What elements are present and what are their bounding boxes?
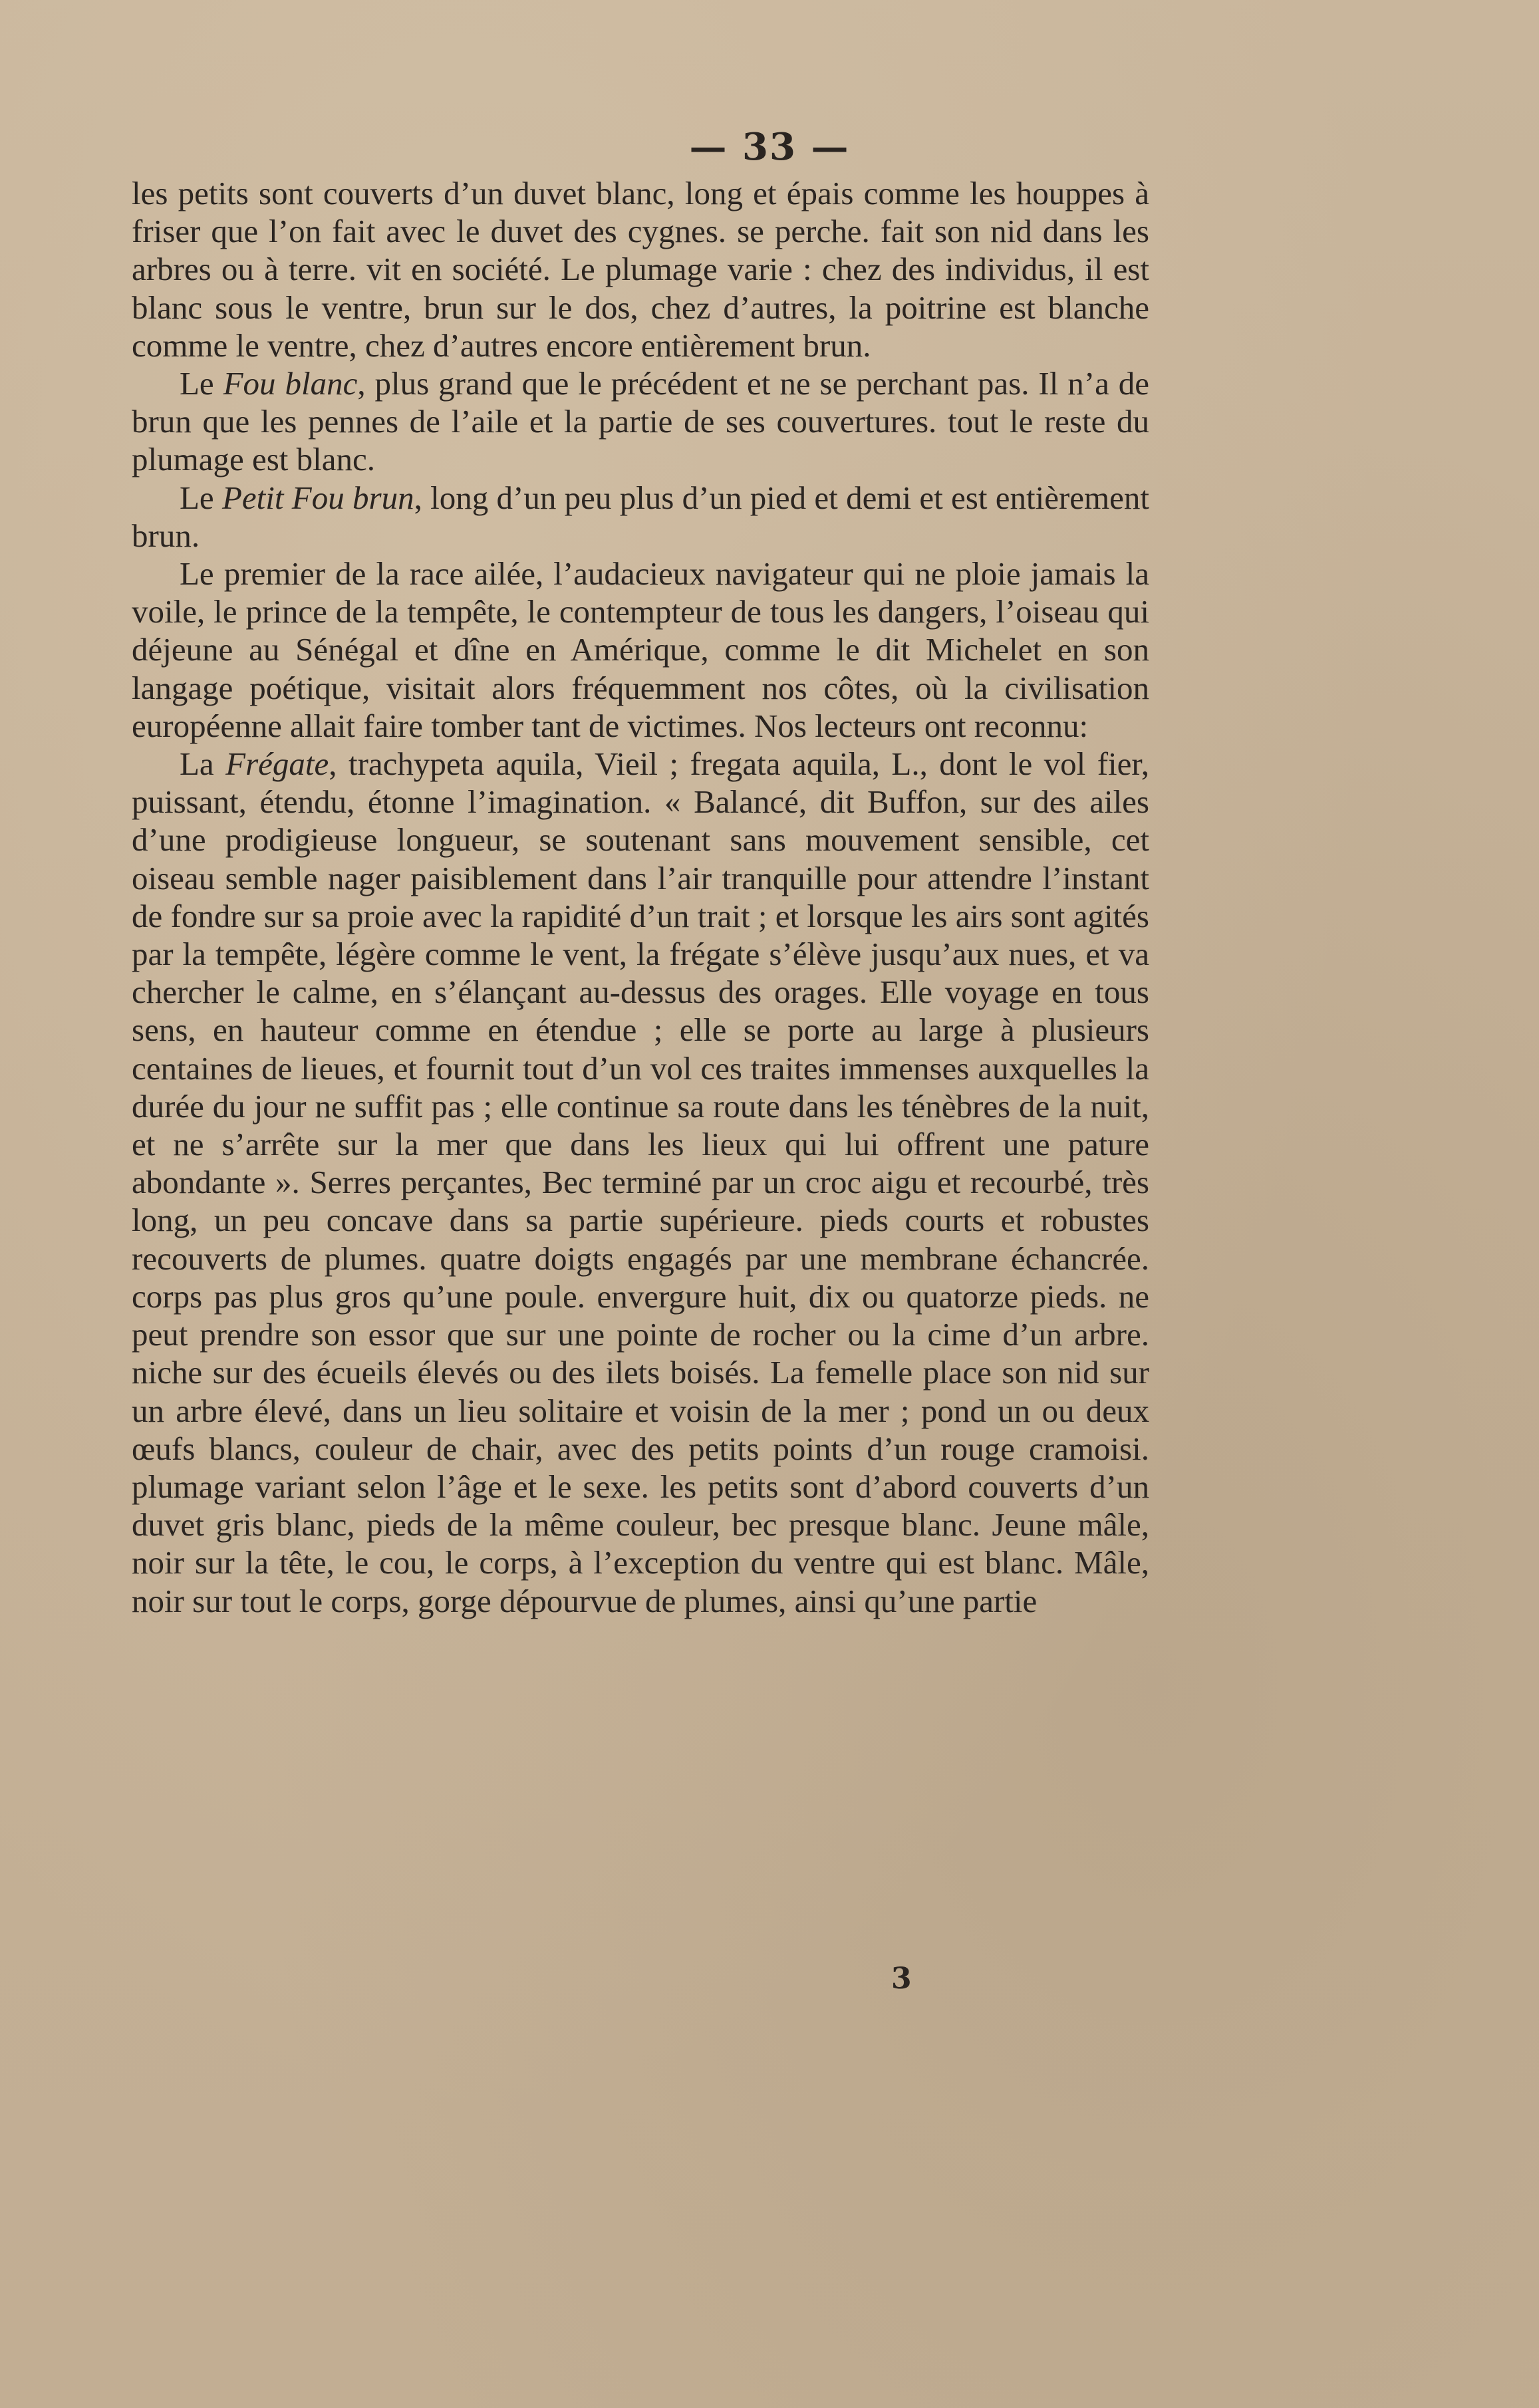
text-run: les petits sont couverts d’un duvet blanc, long et épais comme les houppes à friser que l’on fait avec le duvet des cygnes. se perche. fait son nid dans les arbres ou à terre. vit en société. Le plumage varie : chez des individus, il est blanc sous le ventre, brun sur le dos, chez d’autres, la poitrine est blanche comme le ventre, chez d’autres encore entièrement brun. xyxy=(132,175,1149,364)
text-run: La xyxy=(180,745,226,783)
text-run: , trachypeta aquila, Vieil ; fregata aquila, L., dont le vol fier, puissant, étendu, étonne l’imagination. « Balancé, dit Buffon, sur des ailes d’une prodigieuse longueur, se soutenant sans mouvement sensible, cet oiseau semble nager paisiblement dans l’air tranquille pour attendre l’instant de fondre sur sa proie avec la rapidité d’un trait ; et lorsque les airs sont agités par la tempête, légère comme le vent, la frégate s’élève jusqu’aux nues, et va chercher le calme, en s’élançant au-dessus des orages. Elle voyage en tous sens, en hauteur comme en étendue ; elle se porte au large à plusieurs centaines de lieues, et fournit tout d’un vol ces traites immenses auxquelles la durée du jour ne suffit pas ; elle continue sa route dans les ténèbres de la nuit, et ne s’arrête sur la mer que dans les lieux qui lui offrent une pature abondante ». Serres perçantes, Bec terminé par un croc aigu et recourbé, très long, un peu concave dans sa partie supérieure. pieds courts et robustes recouverts de plumes. quatre doigts engagés par une membrane échancrée. corps pas plus gros qu’une poule. envergure huit, dix ou quatorze pieds. ne peut prendre son essor que sur une pointe de rocher ou la cime d’un arbre. niche sur des écueils élevés ou des ilets boisés. La femelle place son nid sur un arbre élevé, dans un lieu solitaire et voisin de la mer ; pond un ou deux œufs blancs, couleur de chair, avec des petits points d’un rouge cramoisi. plumage variant selon l’âge et le sexe. les petits sont d’abord couverts d’un duvet gris blanc, pieds de la même couleur, bec presque blanc. Jeune mâle, noir sur la tête, le cou, le corps, à l’exception du ventre qui est blanc. Mâle, noir sur tout le corps, gorge dépourvue de plumes, ainsi qu’une partie xyxy=(132,745,1149,1619)
paragraph xyxy=(132,364,1149,479)
text-run: , long d’un peu plus d’un pied et demi et est entièrement brun. xyxy=(132,479,1149,554)
italic-term: Fou blanc xyxy=(223,365,358,402)
body-text xyxy=(132,174,1149,1620)
paragraph xyxy=(132,174,1149,364)
page-number: — 33 — xyxy=(689,125,850,169)
signature-mark: 3 xyxy=(891,1962,912,1996)
paragraph xyxy=(132,555,1149,745)
paragraph xyxy=(132,479,1149,555)
text-run: Le premier de la race ailée, l’audacieux navigateur qui ne ploie jamais la voile, le prince de la tempête, le contempteur de tous les dangers, l’oiseau qui déjeune au Sénégal et dîne en Amérique, comme le dit Michelet en son langage poétique, visitait alors fréquemment nos côtes, où la civilisation européenne allait faire tomber tant de victimes. Nos lecteurs ont reconnu: xyxy=(132,555,1149,744)
paragraph xyxy=(132,745,1149,1620)
text-run: Le xyxy=(180,479,222,516)
italic-term: Frégate xyxy=(225,745,329,783)
italic-term: Petit Fou brun xyxy=(221,479,414,516)
text-run: , plus grand que le précédent et ne se perchant pas. Il n’a de brun que les pennes de l’aile et la partie de ses couvertures. tout le reste du plumage est blanc. xyxy=(132,365,1149,478)
text-run: Le xyxy=(180,365,223,402)
